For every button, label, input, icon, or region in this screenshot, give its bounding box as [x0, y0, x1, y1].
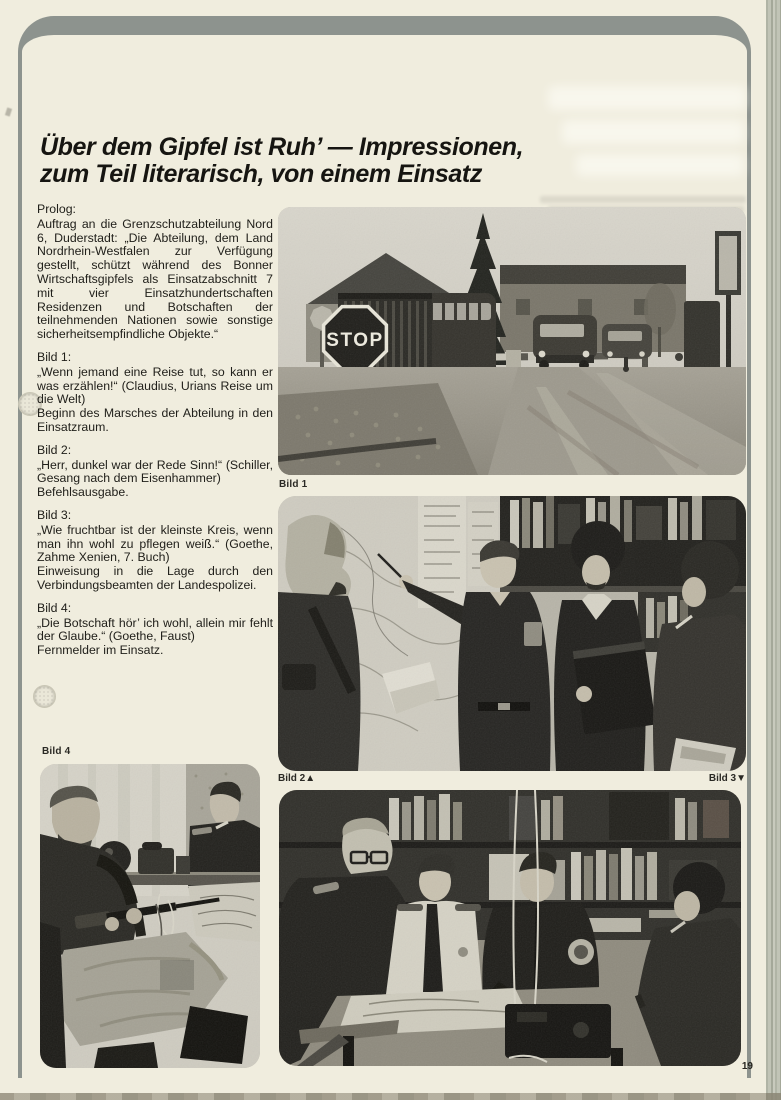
article-column: [37, 203, 273, 658]
photo-bild-2-map-briefing: [278, 496, 746, 771]
section-heading-bild4: Bild 4:: [37, 600, 72, 615]
margin-pen-mark: [5, 107, 12, 116]
caption-bild-1: Bild 1: [279, 479, 308, 490]
scan-edge-bottom: [0, 1093, 781, 1100]
bleedthrough-textline: [540, 196, 746, 203]
section-heading-bild2: Bild 2:: [37, 442, 72, 457]
photo-bild-4-radio-operator: [40, 764, 260, 1068]
section-text: „Herr, dunkel war der Rede Sinn!“ (Schiller, Gesang nach dem Eisenhammer): [37, 457, 273, 486]
section-text: „Wie fruchtbar ist der kleinste Kreis, wenn man ihn wohl zu pflegen weiß.“ (Goethe, Zahme Xenien, 7. Buch): [37, 522, 273, 565]
arrow-down-icon: ▼: [736, 773, 746, 784]
caption-bild-2: [278, 773, 315, 784]
caption-bild-3-label: Bild 3: [708, 773, 737, 784]
stop-sign-text: STOP: [326, 330, 384, 351]
section-text: Einweisung in die Lage durch den Verbindungsbeamten der Landespolizei.: [37, 564, 273, 592]
punch-hole: [33, 685, 56, 708]
section-text: „Die Botschaft hör’ ich wohl, allein mir fehlt der Glaube.“ (Goethe, Faust): [37, 615, 273, 644]
caption-bild-3: [709, 773, 746, 784]
arrow-up-icon: ▲: [305, 773, 316, 784]
section-text: Fernmelder im Einsatz.: [37, 643, 164, 658]
caption-bild-4: Bild 4: [42, 746, 71, 757]
caption-bild-2-label: Bild 2: [278, 773, 306, 784]
section-text: „Wenn jemand eine Reise tut, so kann er was erzählen!“ (Claudius, Urians Reise um die Welt): [37, 364, 273, 407]
section-heading-prolog: Prolog:: [37, 202, 76, 216]
photo-bild-3-table-briefing: [279, 790, 741, 1066]
section-heading-bild1: Bild 1:: [37, 349, 72, 364]
page-number: 19: [741, 1061, 753, 1072]
photo-bild-1-checkpoint: [278, 207, 746, 475]
page-title: [40, 134, 640, 188]
section-text: Auftrag an die Grenzschutzabteilung Nord 6, Duderstadt: „Die Abteilung, dem Land Nordrhein-Westfalen zur Verfügung gestellt, schützt während des Bonner Wirtschaftsgipfels als Einsatzabschnitt 7 mit vier Einsatzhundertschaften Residenzen und Botschaften der teilnehmenden Nationen sowie sonstige sicherheitsempfindliche Objekte.“: [37, 216, 273, 342]
section-text: Beginn des Marsches der Abteilung in den Einsatzraum.: [37, 406, 273, 434]
bleedthrough-blotch: [548, 86, 746, 110]
caption-row: [278, 773, 746, 784]
title-line-2: zum Teil literarisch, von einem Einsatz: [40, 160, 482, 188]
title-line-1: Über dem Gipfel ist Ruh’ — Impressionen,: [40, 133, 524, 161]
section-heading-bild3: Bild 3:: [37, 507, 72, 522]
section-text: Befehlsausgabe.: [37, 485, 129, 500]
scan-edge-right: [766, 0, 781, 1100]
